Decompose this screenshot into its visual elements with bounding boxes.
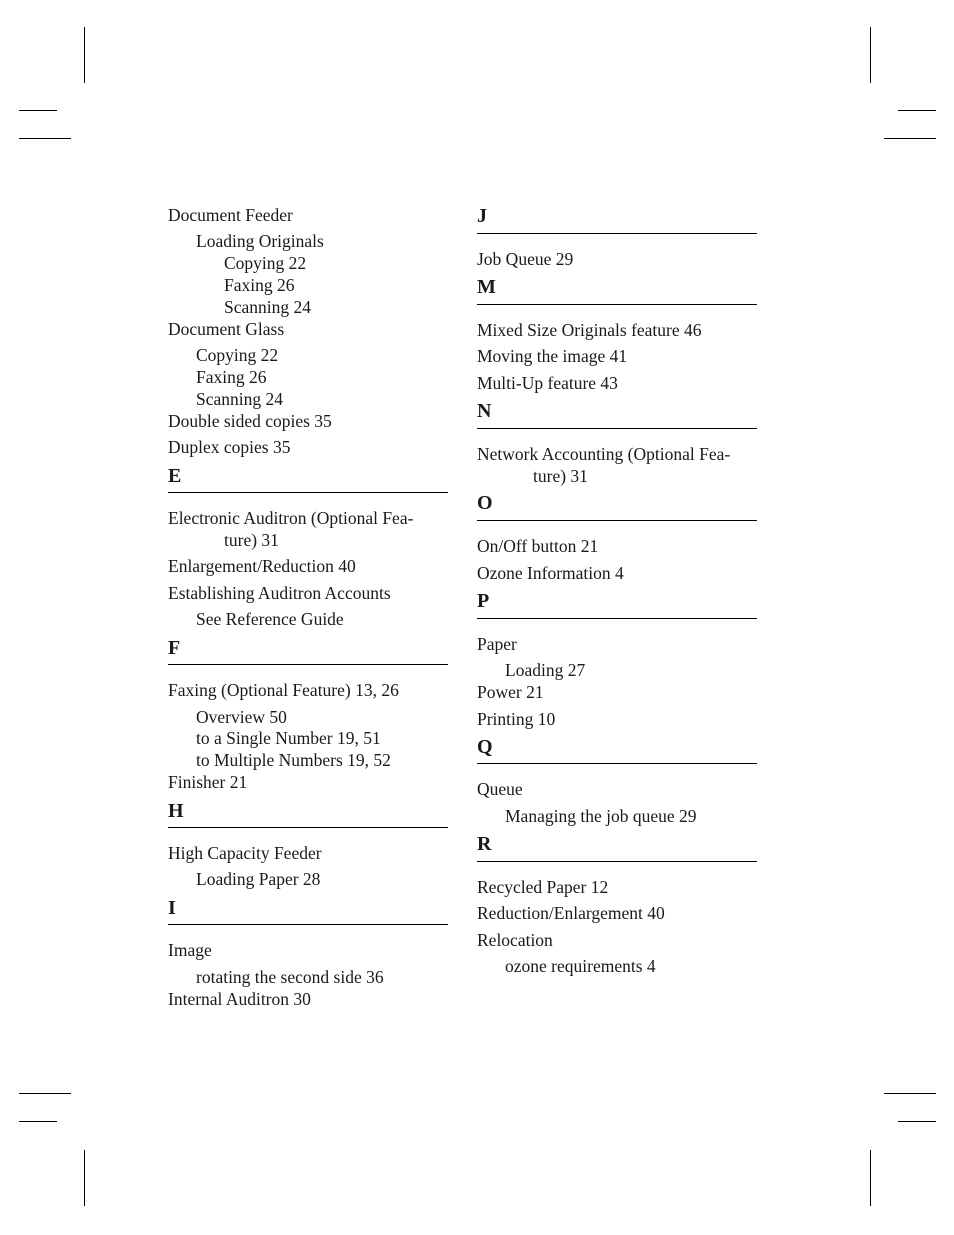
index-subentry: Copying 22 (224, 253, 307, 273)
index-entry: Document Feeder (168, 205, 293, 225)
index-entry: Recycled Paper 12 (477, 877, 609, 897)
crop-mark (84, 27, 85, 83)
index-entry: Moving the image 41 (477, 346, 628, 366)
section-divider (477, 618, 757, 619)
section-divider (477, 763, 757, 764)
index-entry: Queue (477, 779, 523, 799)
index-entry: Finisher 21 (168, 772, 248, 792)
crop-mark (870, 27, 871, 83)
section-letter: R (477, 833, 492, 855)
crop-mark (898, 110, 936, 111)
index-entry: Mixed Size Originals feature 46 (477, 320, 702, 340)
crop-mark (19, 1093, 71, 1094)
index-entry: Double sided copies 35 (168, 411, 332, 431)
index-subentry: Overview 50 (196, 707, 287, 727)
index-subentry: Scanning 24 (196, 389, 284, 409)
index-subentry: Loading Originals (196, 231, 324, 251)
index-entry: Multi-Up feature 43 (477, 373, 618, 393)
index-entry-continuation: ture) 31 (224, 530, 279, 550)
section-divider (477, 428, 757, 429)
section-letter: N (477, 400, 492, 422)
index-subentry: ozone requirements 4 (505, 956, 656, 976)
index-entry: Duplex copies 35 (168, 437, 291, 457)
section-divider (477, 861, 757, 862)
index-entry: On/Off button 21 (477, 536, 599, 556)
index-entry: Document Glass (168, 319, 285, 339)
index-subentry: to a Single Number 19, 51 (196, 728, 381, 748)
crop-mark (19, 110, 57, 111)
index-entry: Faxing (Optional Feature) 13, 26 (168, 680, 399, 700)
index-entry: Electronic Auditron (Optional Fea- (168, 508, 414, 528)
index-subentry: See Reference Guide (196, 609, 344, 629)
index-entry: Printing 10 (477, 709, 556, 729)
index-entry-continuation: ture) 31 (533, 466, 588, 486)
section-letter: P (477, 590, 490, 612)
section-letter: I (168, 897, 176, 919)
section-divider (168, 924, 448, 925)
section-letter: M (477, 276, 496, 298)
section-letter: F (168, 637, 181, 659)
index-entry: Ozone Information 4 (477, 563, 624, 583)
crop-mark (898, 1121, 936, 1122)
index-entry: Internal Auditron 30 (168, 989, 311, 1009)
section-divider (168, 492, 448, 493)
section-letter: E (168, 465, 182, 487)
crop-mark (884, 138, 936, 139)
crop-mark (84, 1150, 85, 1206)
index-subentry: Loading Paper 28 (196, 869, 321, 889)
section-divider (168, 664, 448, 665)
index-subentry: Copying 22 (196, 345, 279, 365)
section-divider (477, 520, 757, 521)
index-entry: Network Accounting (Optional Fea- (477, 444, 731, 464)
section-divider (477, 304, 757, 305)
index-entry: Paper (477, 634, 517, 654)
index-entry: Reduction/Enlargement 40 (477, 903, 665, 923)
crop-mark (19, 138, 71, 139)
index-entry: Establishing Auditron Accounts (168, 583, 391, 603)
index-entry: Job Queue 29 (477, 249, 574, 269)
index-subentry: Faxing 26 (224, 275, 295, 295)
index-entry: High Capacity Feeder (168, 843, 322, 863)
index-entry: Image (168, 940, 212, 960)
section-letter: J (477, 205, 487, 227)
index-entry: Enlargement/Reduction 40 (168, 556, 356, 576)
index-subentry: rotating the second side 36 (196, 967, 384, 987)
section-letter: H (168, 800, 184, 822)
crop-mark (19, 1121, 57, 1122)
index-entry: Relocation (477, 930, 553, 950)
index-subentry: Loading 27 (505, 660, 586, 680)
crop-mark (884, 1093, 936, 1094)
section-divider (477, 233, 757, 234)
section-letter: Q (477, 736, 493, 758)
crop-mark (870, 1150, 871, 1206)
index-subentry: Faxing 26 (196, 367, 267, 387)
index-subentry: Scanning 24 (224, 297, 312, 317)
index-subentry: to Multiple Numbers 19, 52 (196, 750, 391, 770)
section-divider (168, 827, 448, 828)
section-letter: O (477, 492, 493, 514)
index-entry: Power 21 (477, 682, 544, 702)
index-subentry: Managing the job queue 29 (505, 806, 697, 826)
